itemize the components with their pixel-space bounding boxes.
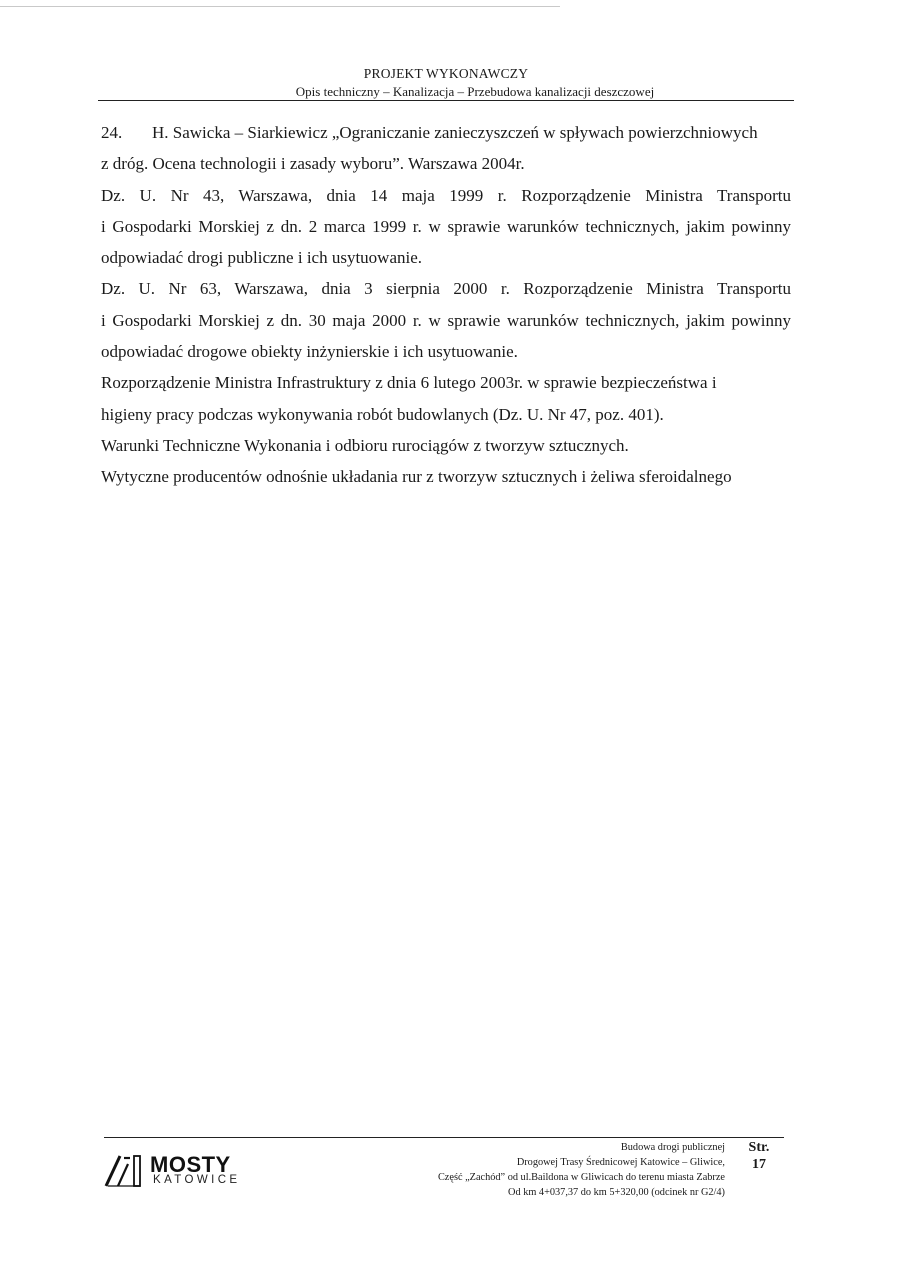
paragraph-line: Dz. U. Nr 63, Warszawa, dnia 3 sierpnia 2000 r. Rozporządzenie Ministra Transportu — [101, 279, 791, 299]
project-info — [380, 1140, 725, 1200]
project-info-line: Część „Zachód” od ul.Baildona w Gliwicach do terenu miasta Zabrze — [437, 1172, 725, 1183]
page-number: 17 — [752, 1157, 766, 1172]
page-header — [98, 66, 794, 100]
header-title: PROJEKT WYKONAWCZY — [363, 66, 529, 81]
footer-divider — [104, 1137, 784, 1138]
paragraph-line: odpowiadać drogowe obiekty inżynierskie i ich usytuowanie. — [101, 342, 518, 362]
project-info-line: Budowa drogi publicznej — [620, 1142, 725, 1153]
project-info-line: Drogowej Trasy Średnicowej Katowice – Gliwice, — [516, 1157, 725, 1168]
paragraph-dz-u-63 — [101, 273, 791, 367]
list-entry-line: H. Sawicka – Siarkiewicz „Ograniczanie zanieczyszczeń w spływach powierzchniowych — [152, 123, 758, 142]
list-entry-24 — [101, 117, 791, 180]
header-divider — [98, 100, 794, 101]
project-info-line: Od km 4+037,37 do km 5+320,00 (odcinek nr G2/4) — [508, 1187, 725, 1198]
logo-title: MOSTY — [150, 1152, 231, 1177]
paragraph-line: i Gospodarki Morskiej z dn. 2 marca 1999 r. w sprawie warunków technicznych, jakim powinny — [101, 216, 791, 236]
paragraph-warunki: Warunki Techniczne Wykonania i odbioru rurociągów z tworzyw sztucznych. — [101, 435, 629, 455]
paragraph-line: odpowiadać drogi publiczne i ich usytuowanie. — [101, 248, 423, 268]
paragraph-line: higieny pracy podczas wykonywania robót budowlanych (Dz. U. Nr 47, poz. 401). — [101, 404, 664, 424]
logo-subtitle: KATOWICE — [153, 1174, 241, 1186]
paragraph-rozporzadzenie — [101, 367, 791, 430]
paragraph-dz-u-43 — [101, 180, 791, 274]
page-label: Str. — [748, 1140, 770, 1155]
header-subtitle: Opis techniczny – Kanalizacja – Przebudowa kanalizacji deszczowej — [295, 84, 655, 99]
paragraph-wytyczne: Wytyczne producentów odnośnie układania rur z tworzyw sztucznych i żeliwa sferoidalnego — [101, 467, 732, 487]
paragraph-line: Dz. U. Nr 43, Warszawa, dnia 14 maja 1999 r. Rozporządzenie Ministra Transportu — [101, 185, 791, 205]
company-logo — [104, 1152, 254, 1192]
list-entry-line: z dróg. Ocena technologii i zasady wyboru”. Warszawa 2004r. — [101, 154, 525, 174]
paragraph-line: i Gospodarki Morskiej z dn. 30 maja 2000 r. w sprawie warunków technicznych, jakim powinny — [101, 310, 791, 330]
paragraph-line: Rozporządzenie Ministra Infrastruktury z dnia 6 lutego 2003r. w sprawie bezpieczeństwa i — [101, 373, 717, 393]
scan-edge-line — [0, 6, 560, 7]
document-body — [101, 117, 791, 493]
list-number: 24. — [101, 123, 123, 142]
mosty-logo-icon — [104, 1152, 144, 1188]
